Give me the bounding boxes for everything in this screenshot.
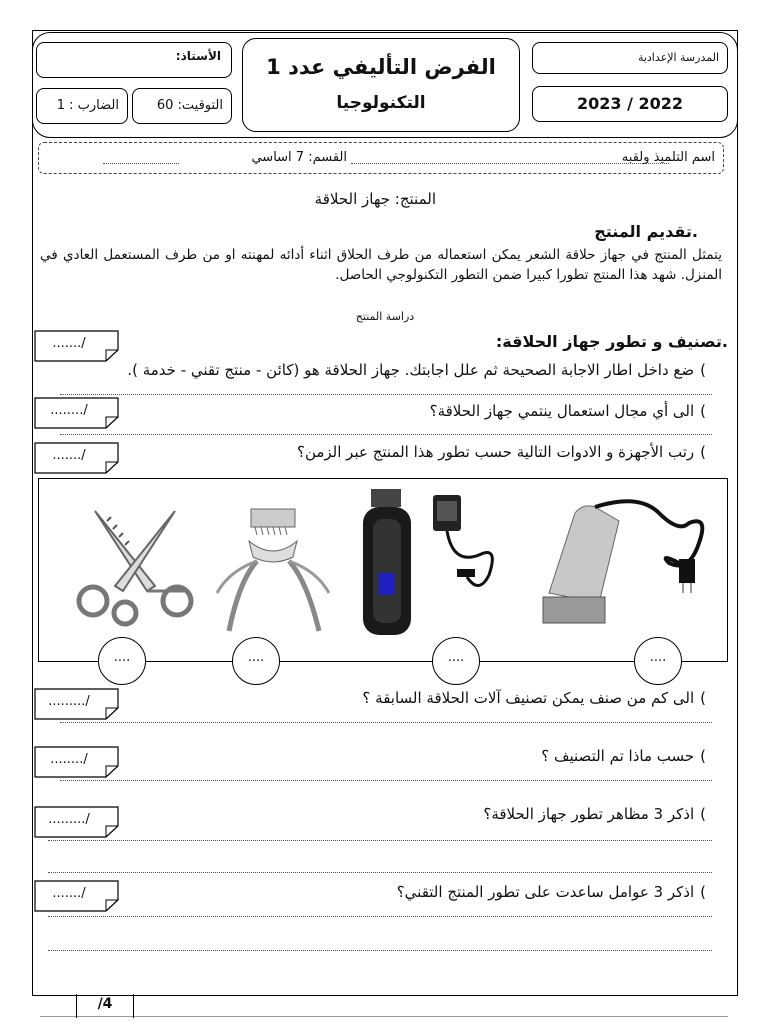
footer-line	[40, 1016, 728, 1017]
score-box-q7	[34, 880, 120, 912]
score-q7: ......./	[52, 886, 86, 901]
coef-label: الضارب :	[69, 98, 119, 113]
score-box-q1	[34, 330, 120, 362]
answer-line	[48, 840, 712, 841]
study-label: دراسة المنتج	[355, 310, 415, 323]
school-box	[532, 42, 728, 74]
order-circle-2[interactable]	[232, 637, 280, 685]
tools-image-panel	[38, 478, 728, 662]
score-box-q3	[34, 442, 120, 474]
question-2-text: الى أي مجال استعمال ينتمي جهاز الحلاقة؟	[429, 402, 695, 420]
duration-label: التوقيت:	[177, 98, 223, 113]
question-3: )رتب الأجهزة و الادوات التالية حسب تطور هذا المنتج عبر الزمن؟	[296, 443, 706, 461]
answer-line	[60, 780, 712, 781]
teacher-box	[36, 42, 232, 78]
order-circle-1-text: ....	[113, 650, 131, 665]
question-5: )حسب ماذا تم التصنيف ؟	[541, 747, 706, 765]
question-6-text: اذكر 3 مظاهر تطور جهاز الحلاقة؟	[483, 805, 695, 823]
question-4-text: الى كم من صنف يمكن تصنيف آلات الحلاقة السابقة ؟	[362, 689, 695, 707]
answer-line	[60, 434, 712, 435]
question-7-text: اذكر 3 عوامل ساعدت على تطور المنتج التقني؟	[396, 883, 695, 901]
exam-title: الفرض التأليفي عدد 1	[266, 55, 496, 79]
student-name-dots	[351, 163, 669, 164]
answer-line	[60, 394, 712, 395]
order-circle-4[interactable]	[634, 637, 682, 685]
score-box-q5	[34, 746, 120, 778]
exam-subject: التكنولوجيا	[336, 93, 426, 113]
section-heading: .تصنيف و تطور جهاز الحلاقة:	[495, 332, 728, 351]
class-dots	[103, 163, 179, 164]
product-title: المنتج: جهاز الحلاقة	[314, 190, 436, 208]
year-box	[532, 86, 728, 122]
order-circle-1[interactable]	[98, 637, 146, 685]
score-q2: ......../	[50, 403, 88, 418]
score-q4: ........./	[48, 694, 90, 709]
question-1-text: ضع داخل اطار الاجابة الصحيحة ثم علل اجابتك. جهاز الحلاقة هو (كائن - منتج تقني - خدمة ).	[127, 361, 695, 379]
answer-line	[48, 872, 712, 873]
order-circle-3-text: ....	[447, 650, 465, 665]
answer-line	[48, 950, 712, 951]
coefficient	[57, 98, 119, 113]
coef-box	[36, 88, 128, 124]
duration-value: 60	[156, 98, 174, 113]
intro-heading: .تقديم المنتج	[594, 222, 698, 241]
teacher-label: الأستاذ:	[175, 49, 221, 63]
cordless-trimmer-image	[349, 485, 519, 645]
title-box	[242, 38, 520, 132]
order-circle-4-text: ....	[649, 650, 667, 665]
score-box-q6	[34, 806, 120, 838]
page-score-box	[76, 994, 134, 1018]
question-3-text: رتب الأجهزة و الادوات التالية حسب تطور هذا المنتج عبر الزمن؟	[296, 443, 695, 461]
score-q3: ......./	[52, 448, 86, 463]
question-2: )الى أي مجال استعمال ينتمي جهاز الحلاقة؟	[429, 402, 706, 420]
score-box-q4	[34, 688, 120, 720]
order-circle-2-text: ....	[247, 650, 265, 665]
class-label: القسم: 7 اساسي	[251, 150, 347, 165]
score-q1: ......./	[52, 336, 86, 351]
score-box-q2	[34, 397, 120, 429]
student-name-label: اسم التلميذ ولقبه	[621, 150, 715, 165]
school-year: 2023 / 2022	[576, 94, 684, 113]
score-q5: ......../	[50, 752, 88, 767]
page-score: /4	[97, 996, 113, 1012]
question-5-text: حسب ماذا تم التصنيف ؟	[541, 747, 695, 765]
coef-value: 1	[56, 98, 66, 113]
duration-box	[132, 88, 232, 124]
school-name: المدرسة الإعدادية	[637, 51, 719, 64]
student-info-box	[38, 142, 724, 174]
duration	[157, 98, 223, 113]
scissors-image	[55, 501, 215, 631]
answer-line	[48, 916, 712, 917]
question-7: )اذكر 3 عوامل ساعدت على تطور المنتج التقني؟	[396, 883, 706, 901]
question-1: )ضع داخل اطار الاجابة الصحيحة ثم علل اجابتك. جهاز الحلاقة هو (كائن - منتج تقني - خدمة ).	[127, 361, 706, 379]
corded-clipper-image	[539, 493, 719, 633]
answer-line	[60, 722, 712, 723]
question-6: )اذكر 3 مظاهر تطور جهاز الحلاقة؟	[483, 805, 706, 823]
order-circle-3[interactable]	[432, 637, 480, 685]
question-4: )الى كم من صنف يمكن تصنيف آلات الحلاقة السابقة ؟	[362, 689, 706, 707]
intro-text: يتمثل المنتج في جهاز حلاقة الشعر يمكن استعماله من طرف الحلاق اثناء أدائه لمهنته او من طرف المستعمل العادي في المنزل. شهد هذا المنتج تطورا كبيرا ضمن التطور التكنولوجي الحاصل.	[40, 247, 722, 283]
score-q6: ........./	[48, 812, 90, 827]
manual-clipper-image	[209, 501, 339, 641]
